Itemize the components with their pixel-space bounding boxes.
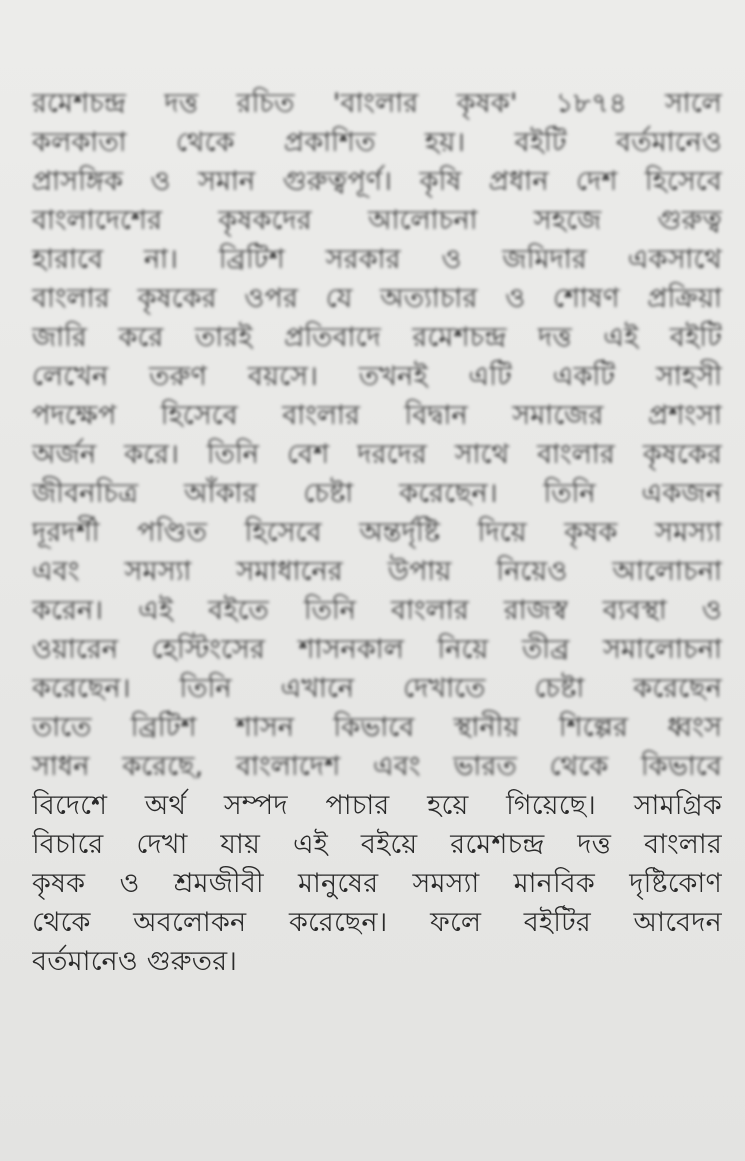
- text-line: করেন। এই বইতে তিনি বাংলার রাজস্ব ব্যবস্থা ও: [32, 595, 722, 626]
- text-line: করেছেন। তিনি এখানে দেখাতে চেষ্টা করেছেন: [32, 673, 722, 704]
- text-line: হারাবে না। ব্রিটিশ সরকার ও জমিদার একসাথে: [32, 244, 722, 275]
- text-line: অর্জন করে। তিনি বেশ দরদের সাথে বাংলার কৃষকের: [32, 439, 722, 470]
- paragraph: [32, 84, 722, 981]
- text-line: প্রাসঙ্গিক ও সমান গুরুত্বপূর্ণ। কৃষি প্রধান দেশ হিসেবে: [32, 166, 722, 197]
- text-line: ওয়ারেন হেস্টিংসের শাসনকাল নিয়ে তীব্র সমালোচনা: [32, 634, 722, 665]
- text-line: রমেশচন্দ্র দত্ত রচিত 'বাংলার কৃষক' ১৮৭৪ সালে: [32, 88, 722, 119]
- text-line: তাতে ব্রিটিশ শাসন কিভাবে স্থানীয় শিল্পের ধ্বংস: [32, 712, 722, 743]
- text-line: কৃষক ও শ্রমজীবী মানুষের সমস্যা মানবিক দৃষ্টিকোণ: [32, 868, 722, 899]
- text-line: সাধন করেছে, বাংলাদেশ এবং ভারত থেকে কিভাবে: [32, 751, 722, 782]
- text-line: পদক্ষেপ হিসেবে বাংলার বিদ্বান সমাজের প্রশংসা: [32, 400, 722, 431]
- text-line: বিদেশে অর্থ সম্পদ পাচার হয়ে গিয়েছে। সামগ্রিক: [32, 790, 722, 821]
- text-line: থেকে অবলোকন করেছেন। ফলে বইটির আবেদন: [32, 907, 722, 938]
- text-line: জারি করে তারই প্রতিবাদে রমেশচন্দ্র দত্ত এই বইটি: [32, 322, 722, 353]
- text-line: জীবনচিত্র আঁকার চেষ্টা করেছেন। তিনি একজন: [32, 478, 722, 509]
- text-line: লেখেন তরুণ বয়সে। তখনই এটি একটি সাহসী: [32, 361, 722, 392]
- text-line: বিচারে দেখা যায় এই বইয়ে রমেশচন্দ্র দত্ত বাংলার: [32, 829, 722, 860]
- text-line: বর্তমানেও গুরুতর।: [32, 946, 238, 977]
- text-line: কলকাতা থেকে প্রকাশিত হয়। বইটি বর্তমানেও: [32, 127, 722, 158]
- text-line: দূরদর্শী পণ্ডিত হিসেবে অন্তর্দৃষ্টি দিয়ে কৃষক সমস্যা: [32, 517, 722, 548]
- text-line: বাংলার কৃষকের ওপর যে অত্যাচার ও শোষণ প্রক্রিয়া: [32, 283, 722, 314]
- text-line: বাংলাদেশের কৃষকদের আলোচনা সহজে গুরুত্ব: [32, 205, 722, 236]
- text-line: এবং সমস্যা সমাধানের উপায় নিয়েও আলোচনা: [32, 556, 722, 587]
